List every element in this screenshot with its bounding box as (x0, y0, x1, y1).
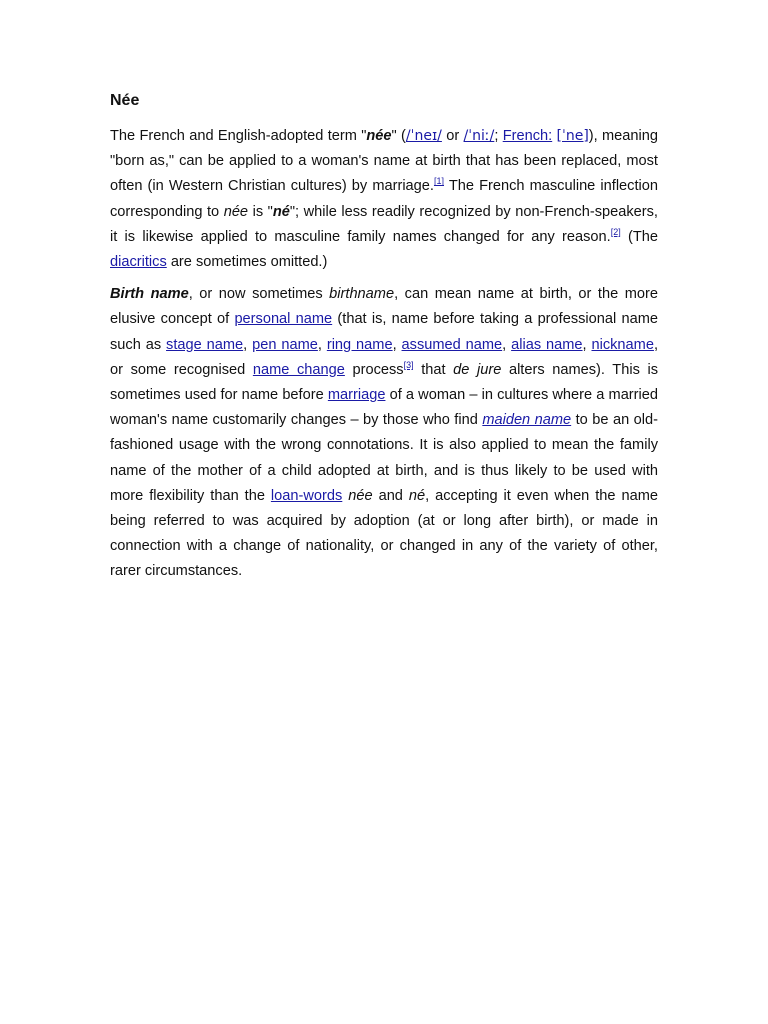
text-run: , (502, 336, 512, 353)
text-run: , (243, 336, 253, 353)
term-birthname: birthname (329, 286, 395, 303)
text-run: (that is, name before taking a professional name such as (110, 311, 659, 353)
text-run: , or now sometimes (188, 286, 330, 303)
diacritics-link[interactable]: diacritics (110, 254, 167, 271)
text-run: to be an old-fashioned usage with the wrong connotations. It is also applied to mean the family name of the mother of a child adopted at birth, and is thus likely to be used with more flexibility than the (110, 412, 658, 504)
paragraph-birth-name (110, 282, 658, 584)
loan-words-link[interactable]: loan-words (270, 487, 343, 504)
term-nee-italic: née (223, 203, 249, 220)
reference-1-link[interactable]: [1] (433, 176, 444, 187)
alias-name-link[interactable]: alias name (511, 336, 583, 353)
text-run: , (392, 336, 402, 353)
french-language-link[interactable]: French: (502, 128, 553, 144)
term-ne: né (272, 203, 290, 220)
ring-name-link[interactable]: ring name (326, 336, 393, 353)
name-change-link[interactable]: name change (252, 361, 345, 378)
term-nee: née (366, 128, 392, 144)
reference-3-link[interactable]: [3] (403, 359, 414, 370)
text-run: or (441, 128, 464, 144)
nickname-link[interactable]: nickname (591, 336, 654, 353)
text-run: The French and English-adopted term " (110, 128, 367, 144)
document-page (110, 88, 658, 592)
text-run: process (344, 361, 404, 378)
text-run: , or some recognised (110, 336, 659, 378)
text-run: The French masculine inflection corresponding to (110, 178, 658, 220)
maiden-name-link[interactable] (482, 412, 571, 428)
stage-name-link[interactable]: stage name (166, 336, 244, 353)
text-run: , accepting it even when the name being referred to was acquired by adoption (at or long after birth), or made in connection with a change of nationality, or changed in any of the variety of other, rarer circumstances. (110, 487, 658, 580)
assumed-name-link[interactable]: assumed name (401, 336, 503, 353)
text-run: that (413, 361, 454, 378)
maiden-name-link-text[interactable]: maiden name (482, 412, 572, 429)
reference-2-link[interactable]: [2] (610, 226, 621, 237)
text-run: alters names). This is sometimes used for name before (110, 361, 659, 404)
personal-name-link[interactable]: personal name (234, 311, 333, 328)
text-run: are sometimes omitted.) (166, 254, 328, 271)
pen-name-link[interactable]: pen name (252, 336, 318, 353)
text-run: and (372, 487, 409, 504)
marriage-link[interactable]: marriage (327, 387, 386, 404)
text-run: "; while less readily recognized by non-French-speakers, it is likewise applied to masculine family names changed for any reason. (110, 203, 658, 245)
term-ne-italic: né (408, 487, 426, 504)
ipa-link-french[interactable]: [ˈne] (556, 128, 589, 144)
page-title: Née (110, 92, 140, 109)
term-de-jure: de jure (453, 361, 502, 378)
term-nee-italic: née (348, 487, 373, 504)
text-run: " ( (391, 128, 406, 144)
text-run: (The (620, 228, 658, 245)
text-run: ; (494, 128, 503, 144)
ipa-link-nii[interactable]: /ˈniː/ (463, 128, 495, 144)
text-run: , can mean name at birth, or the more elusive concept of (110, 286, 658, 328)
ipa-link-nei[interactable]: /ˈneɪ/ (405, 128, 442, 144)
term-birth-name: Birth name (110, 286, 189, 303)
text-run: of a woman – in cultures where a married woman's name customarily changes – by those who find (110, 387, 659, 429)
text-run: is " (248, 203, 273, 220)
paragraph-nee-definition (110, 124, 658, 275)
text-run: ), meaning "born as," can be applied to a woman's name at birth that has been replaced, most often (in Western Christian cultures) by marriage. (110, 128, 659, 195)
text-run: , (582, 336, 592, 353)
text-run: , (317, 336, 327, 353)
